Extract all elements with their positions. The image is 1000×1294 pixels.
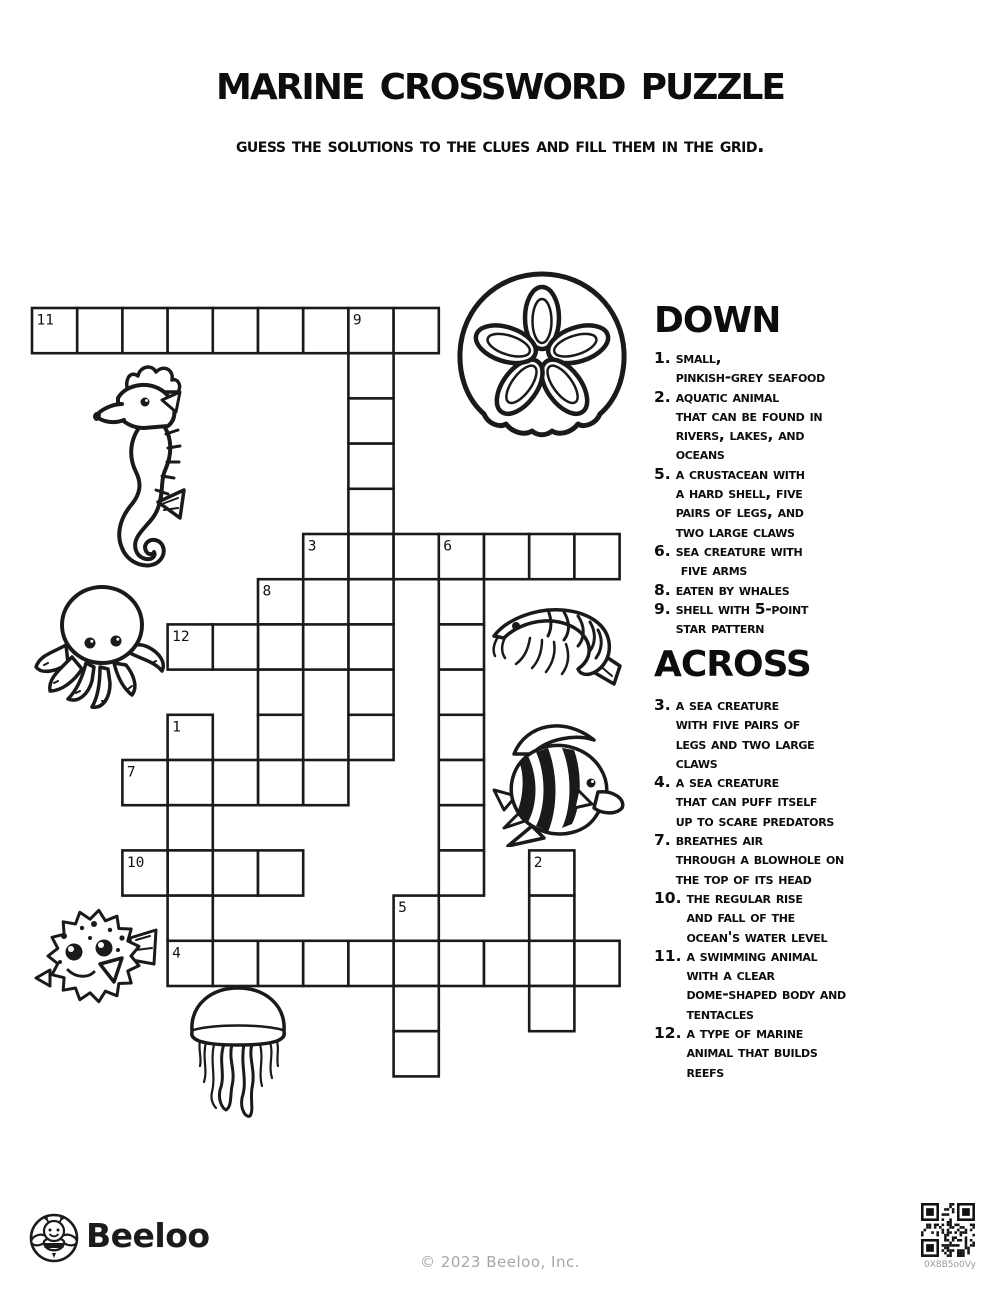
down-clue-list [654, 349, 999, 638]
clue-row [654, 600, 999, 639]
clue-text: sea creature with five arms [675, 541, 803, 580]
clue-row [654, 1024, 999, 1082]
grid-cell [303, 624, 348, 669]
grid-cell [258, 850, 303, 895]
grid-cell [394, 534, 439, 579]
grid-cell [258, 670, 303, 715]
copyright-text: © 2023 Beeloo, Inc. [420, 1253, 580, 1271]
grid-cell [258, 715, 303, 760]
grid-cell [348, 398, 393, 443]
grid-cell [303, 308, 348, 353]
grid-cell [529, 941, 574, 986]
grid-cell [168, 760, 213, 805]
grid-cell [348, 579, 393, 624]
clue-number: 11. [654, 946, 682, 965]
grid-cell [394, 941, 439, 986]
grid-cell [439, 850, 484, 895]
page-subtitle: guess the solutions to the clues and fill them in the grid. [235, 133, 765, 157]
grid-cell [168, 308, 213, 353]
grid-cell [439, 579, 484, 624]
clue-number: 7. [654, 831, 671, 850]
grid-cell [394, 986, 439, 1031]
grid-cell [348, 624, 393, 669]
grid-cell [258, 941, 303, 986]
grid-number: 2 [533, 854, 543, 871]
clue-number: 12. [654, 1024, 682, 1043]
clue-number: 10. [654, 888, 682, 907]
clue-row [654, 465, 999, 542]
clue-number: 1. [654, 349, 671, 367]
grid-cell [439, 805, 484, 850]
grid-cell [394, 1031, 439, 1076]
grid-cell [394, 308, 439, 353]
page-title: marine crossword puzzle [216, 52, 784, 112]
jellyfish-thin-tentacles [199, 1038, 278, 1108]
clue-row [654, 349, 999, 388]
qr-code-label: 0X8B5o0Vy [924, 1260, 976, 1270]
grid-cell [213, 624, 258, 669]
grid-cell [213, 760, 258, 805]
across-heading: ACROSS [654, 644, 811, 685]
sand-dollar-illustration [452, 268, 632, 452]
grid-cell [122, 308, 167, 353]
grid-number: 6 [443, 538, 453, 555]
grid-cell [484, 534, 529, 579]
clue-row [654, 696, 999, 773]
pufferfish-illustration [34, 902, 174, 1014]
grid-cell [213, 850, 258, 895]
clue-row [654, 773, 999, 831]
grid-cell [348, 670, 393, 715]
banded-fish-illustration [486, 712, 636, 847]
clue-text: eaten by whales [675, 580, 790, 599]
grid-cell [574, 941, 619, 986]
shrimp-illustration [486, 592, 636, 692]
clue-text: a crustacean with a hard shell, five pairs of legs, and two large claws [675, 464, 805, 541]
clue-text: a type of marine animal that builds reefs [686, 1024, 818, 1081]
clue-number: 3. [654, 696, 671, 714]
clue-text: a swimming animal with a clear dome-shaped body and tentacles [686, 946, 846, 1023]
grid-cell [348, 489, 393, 534]
grid-cell [168, 896, 213, 941]
clue-number: 5. [654, 464, 671, 483]
grid-cell [77, 308, 122, 353]
clue-row [654, 542, 999, 581]
grid-cell [484, 941, 529, 986]
clue-number: 2. [654, 387, 671, 406]
clue-text: aquatic animal that can be found in rivers, lakes, and oceans [675, 387, 823, 464]
octopus-illustration [30, 583, 170, 713]
clue-text: the regular rise and fall of the ocean's water level [686, 888, 828, 946]
shrimp-legs [516, 638, 568, 674]
grid-cell [439, 760, 484, 805]
grid-number: 3 [307, 538, 317, 555]
clue-row [654, 388, 999, 465]
clue-text: shell with 5-point star pattern [675, 599, 809, 638]
clue-row [654, 947, 999, 1024]
grid-cell [168, 850, 213, 895]
clue-text: a sea creature with five pairs of legs and two large claws [675, 696, 815, 772]
qr-code [919, 1201, 977, 1259]
grid-cell [348, 534, 393, 579]
grid-cell [258, 308, 303, 353]
clue-number: 9. [654, 599, 671, 618]
grid-number: 10 [126, 854, 145, 871]
grid-cell [348, 941, 393, 986]
grid-cell [303, 760, 348, 805]
grid-cell [258, 624, 303, 669]
grid-cell [213, 308, 258, 353]
jellyfish-illustration [186, 982, 291, 1122]
grid-cell [529, 896, 574, 941]
grid-cell [213, 941, 258, 986]
grid-cell [303, 941, 348, 986]
grid-number: 5 [398, 900, 407, 917]
fish-bands [518, 748, 580, 832]
grid-number: 8 [262, 583, 272, 600]
clue-row [654, 831, 999, 889]
grid-cell [348, 353, 393, 398]
grid-cell [439, 941, 484, 986]
grid-cell [439, 670, 484, 715]
clue-row [654, 889, 999, 947]
grid-number: 4 [172, 945, 181, 962]
grid-cell [439, 624, 484, 669]
clue-text: small, pinkish-grey seafood [675, 349, 825, 387]
clue-row [654, 581, 999, 600]
clue-text: a sea creature that can puff itself up to scare predators [675, 773, 835, 830]
grid-cell [258, 760, 303, 805]
clue-number: 8. [654, 580, 671, 599]
clue-number: 4. [654, 773, 671, 792]
grid-number: 7 [126, 764, 136, 781]
clue-number: 6. [654, 541, 671, 560]
grid-cell [348, 444, 393, 489]
grid-number: 9 [352, 312, 362, 329]
grid-cell [439, 715, 484, 760]
grid-cell [574, 534, 619, 579]
grid-cell [348, 715, 393, 760]
across-clue-list [654, 696, 999, 1082]
grid-number: 12 [172, 628, 190, 645]
down-heading: DOWN [654, 300, 781, 341]
seahorse-illustration [88, 362, 208, 577]
clue-text: breathes air through a blowhole on the top of its head [675, 831, 844, 888]
grid-number: 11 [36, 312, 54, 329]
grid-cell [168, 805, 213, 850]
grid-cell [529, 534, 574, 579]
grid-cell [529, 986, 574, 1031]
grid-number: 1 [172, 719, 181, 736]
beeloo-wordmark: Beeloo [86, 1216, 210, 1255]
